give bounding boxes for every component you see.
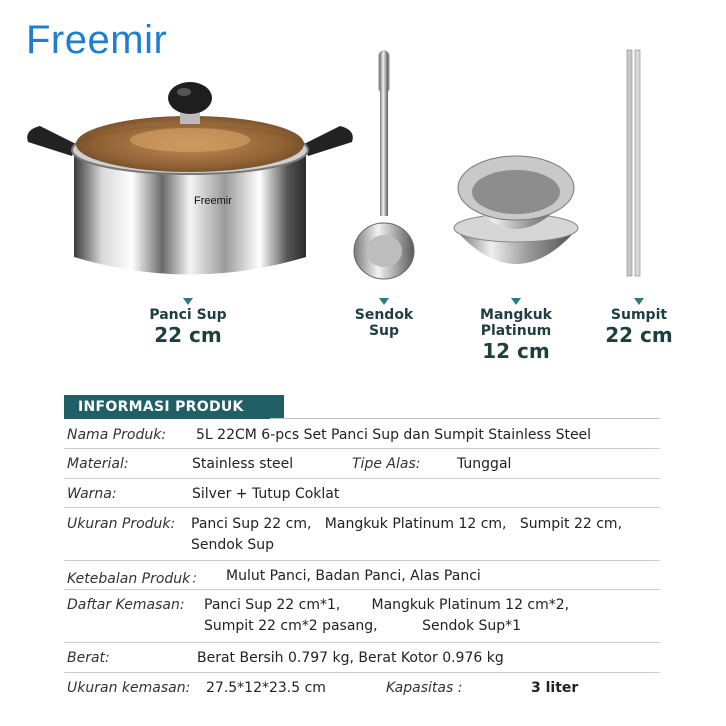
product-caption-chopsticks (594, 298, 684, 347)
info-value-line: Panci Sup 22 cm*1, Mangkuk Platinum 12 cm*2, (204, 597, 570, 613)
info-row-name (64, 420, 660, 449)
info-label: Berat: (67, 650, 110, 666)
info-row-package-size (64, 673, 660, 703)
info-label: Ketebalan Produk： (67, 571, 205, 587)
info-label: Ukuran Produk: (67, 516, 176, 532)
info-value-line: Sumpit 22 cm*2 pasang, Sendok Sup*1 (204, 618, 522, 634)
product-caption-pot (138, 298, 238, 347)
product-name-line: Sendok (354, 307, 414, 323)
soup-pot-image (22, 82, 358, 287)
info-label: Material: (67, 456, 129, 472)
info-value: Silver + Tutup Coklat (192, 486, 340, 502)
info-label: Warna: (67, 486, 117, 502)
info-value: Mulut Panci, Badan Panci, Alas Panci (226, 568, 481, 584)
info-value-line: Panci Sup 22 cm, Mangkuk Platinum 12 cm, Sumpit 22 cm, (191, 516, 623, 532)
info-row-color (64, 479, 660, 508)
info-row-package (64, 590, 660, 643)
info-label: Kapasitas : (386, 680, 463, 696)
info-section-title: INFORMASI PRODUK (64, 395, 284, 419)
bowls-image (450, 150, 582, 280)
pot-brand-label: Freemir (194, 195, 232, 207)
pointer-icon (634, 298, 644, 305)
info-value: Stainless steel (192, 456, 294, 472)
chopsticks-image (622, 48, 646, 280)
product-name-line: Sup (368, 323, 400, 339)
product-size: 22 cm (605, 323, 673, 347)
product-size: 22 cm (154, 323, 222, 347)
info-value: 27.5*12*23.5 cm (206, 680, 326, 696)
info-row-thickness (64, 561, 660, 590)
product-caption-bowl (466, 298, 566, 363)
info-value: Tunggal (457, 456, 512, 472)
ladle-image (350, 46, 420, 284)
pointer-icon (379, 298, 389, 305)
product-name: Sumpit (610, 307, 668, 323)
info-value-line: Sendok Sup (191, 537, 275, 553)
info-row-weight (64, 643, 660, 673)
info-value: 3 liter (531, 680, 579, 696)
pointer-icon (511, 298, 521, 305)
info-label: Nama Produk: (67, 427, 167, 443)
product-size: 12 cm (482, 339, 550, 363)
info-value: 5L 22CM 6-pcs Set Panci Sup dan Sumpit Stainless Steel (196, 427, 592, 443)
product-caption-ladle (340, 298, 428, 339)
info-label: Tipe Alas: (352, 456, 421, 472)
product-name: Panci Sup (149, 307, 227, 323)
product-name-line: Platinum (480, 323, 552, 339)
brand-logo: Freemir (26, 18, 168, 62)
info-row-size (64, 508, 660, 561)
info-row-material (64, 449, 660, 479)
info-label: Ukuran kemasan: (67, 680, 191, 696)
product-name-line: Mangkuk (480, 307, 552, 323)
info-value: Berat Bersih 0.797 kg, Berat Kotor 0.976 kg (197, 650, 504, 666)
info-label: Daftar Kemasan: (67, 597, 185, 613)
pointer-icon (183, 298, 193, 305)
divider (270, 418, 660, 419)
